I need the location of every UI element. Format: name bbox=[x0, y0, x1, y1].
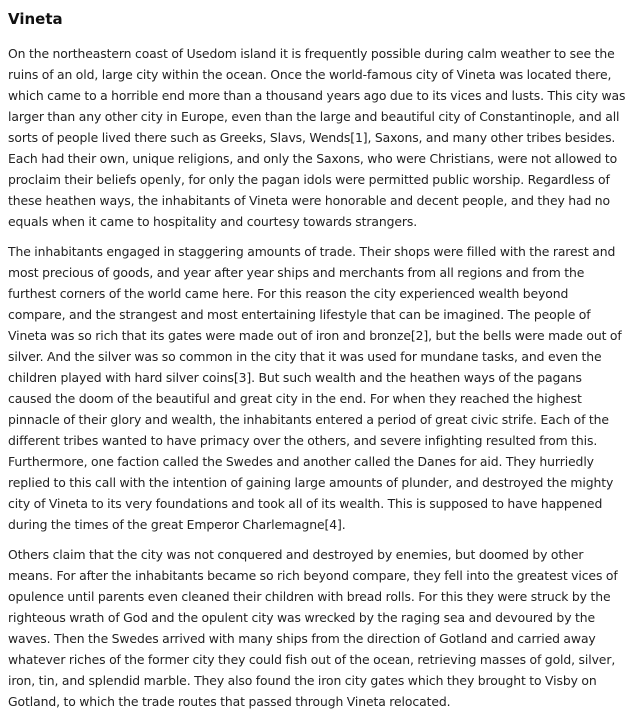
paragraph-3: Others claim that the city was not conquered and destroyed by enemies, but doomed by other means. For after the inhabitants became so rich beyond compare, they fell into the greatest vices of opulence until parents even cleaned their children with bread rolls. For this they were struck by the righteous wrath of God and the opulent city was wrecked by the raging sea and devoured by the waves. Then the Swedes arrived with many ships from the direction of Gotland and carried away whatever riches of the former city they could fish out of the ocean, retrieving masses of gold, silver, iron, tin, and splendid marble. They also found the iron city gates which they brought to Visby on Gotland, to which the trade routes that passed through Vineta relocated. bbox=[8, 547, 618, 709]
article-title: Vineta bbox=[8, 10, 63, 28]
paragraph-1: On the northeastern coast of Usedom island it is frequently possible during calm weather to see the ruins of an old, large city within the ocean. Once the world-famous city of Vineta was located there, which came to a horrible end more than a thousand years ago due to its vices and lusts. This city was larger than any other city in Europe, even than the large and beautiful city of Constantinople, and all sorts of people lived there such as Greeks, Slavs, Wends[1], Saxons, and many other tribes besides. Each had their own, unique religions, and only the Saxons, who were Christians, were not allowed to proclaim their beliefs openly, for only the pagan idols were permitted public worship. Regardless of these heathen ways, the inhabitants of Vineta were honorable and decent people, and they had no equals when it came to hospitality and courtesy towards strangers. bbox=[8, 46, 626, 229]
paragraph-2: The inhabitants engaged in staggering amounts of trade. Their shops were filled with the rarest and most precious of goods, and year after year ships and merchants from all regions and from the furthest corners of the world came here. For this reason the city experienced wealth beyond compare, and the strangest and most entertaining lifestyle that can be imagined. The people of Vineta was so rich that its gates were made out of iron and bronze[2], but the bells were made out of silver. And the silver was so common in the city that it was used for mundane tasks, and even the children played with hard silver coins[3]. But such wealth and the heathen ways of the pagans caused the doom of the beautiful and great city in the end. For when they reached the highest pinnacle of their glory and wealth, the inhabitants entered a period of great civic strife. Each of the different tribes wanted to have primacy over the others, and severe infighting resulted from this. Furthermore, one faction called the Swedes and another called the Danes for aid. They hurriedly replied to this call with the intention of gaining large amounts of plunder, and destroyed the mighty city of Vineta to its very foundations and took all of its wealth. This is supposed to have happened during the times of the great Emperor Charlemagne[4]. bbox=[8, 244, 622, 532]
